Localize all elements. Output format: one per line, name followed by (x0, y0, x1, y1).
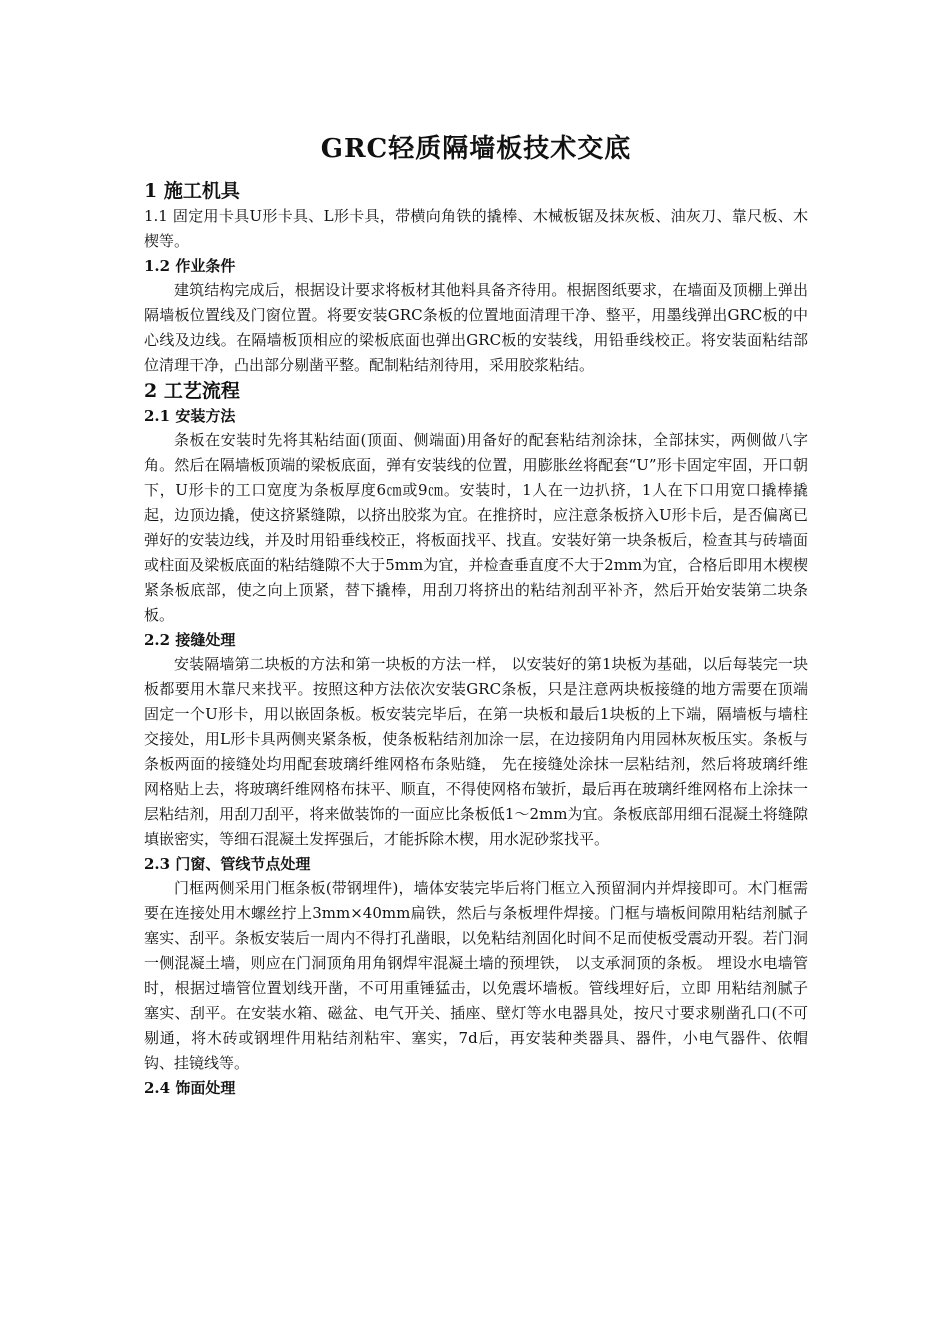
subheading-finishing: 2.4 饰面处理 (144, 1079, 236, 1097)
section-heading-process: 2 工艺流程 (144, 380, 240, 402)
subheading-joint-treatment: 2.2 接缝处理 (144, 631, 236, 649)
document-title: GRC轻质隔墙板技术交底 (320, 134, 632, 164)
paragraph-installation: 条板在安装时先将其粘结面(顶面、侧端面)用备好的配套粘结剂涂抹，全部抹实，两侧做八字角。然后在隔墙板顶端的梁板底面，弹有安装线的位置，用膨胀丝将配套“U”形卡固定牢固，开口朝下，U形卡的工口宽度为条板厚度6㎝或9㎝。安装时，1人在一边扒挤，1人在下口用宽口撬棒撬起，边顶边撬，使这挤紧缝隙，以挤出胶浆为宜。在推挤时，应注意条板挤入U形卡后，是否偏离已弹好的安装边线，并及时用铅垂线校正，将板面找平、找直。安装好第一块条板后，检查其与砖墙面或柱面及梁板底面的粘结缝隙不大于5mm为宜，并检查垂直度不大于2mm为宜，合格后即用木楔楔紧条板底部，使之向上顶紧，替下撬棒，用刮刀将挤出的粘结剂刮平补齐，然后开始安装第二块条板。 (144, 431, 808, 624)
document-page (144, 126, 808, 1100)
subheading-work-conditions: 1.2 作业条件 (144, 257, 236, 275)
subheading-installation: 2.1 安装方法 (144, 407, 236, 425)
paragraph-fixtures: 1.1 固定用卡具U形卡具、L形卡具，带横向角铁的撬棒、木械板锯及抹灰板、油灰刀、靠尺板、木楔等。 (144, 207, 808, 250)
paragraph-joint-treatment: 安装隔墙第二块板的方法和第一块板的方法一样， 以安装好的第1块板为基础，以后每装完一块板都要用木靠尺来找平。按照这种方法依次安装GRC条板，只是注意两块板接缝的地方需要在顶端固定一个U形卡，用以嵌固条板。板安装完毕后，在第一块板和最后1块板的上下端，隔墙板与墙柱交接处，用L形卡具两侧夹紧条板，使条板粘结剂加涂一层，在边接阴角内用园林灰板压实。条板与条板两面的接缝处均用配套玻璃纤维网格布条贴缝， 先在接缝处涂抹一层粘结剂，然后将玻璃纤维网格贴上去，将玻璃纤维网格布抹平、顺直，不得使网格布皱折，最后再在玻璃纤维网格布上涂抹一层粘结剂，用刮刀刮平，将来做装饰的一面应比条板低1～2mm为宜。条板底部用细石混凝土将缝隙填嵌密实，等细石混凝土发挥强后，才能拆除木楔，用水泥砂浆找平。 (144, 655, 808, 848)
paragraph-door-window-pipes: 门框两侧采用门框条板(带钢埋件)，墙体安装完毕后将门框立入预留洞内并焊接即可。木门框需要在连接处用木螺丝拧上3mm×40mm扁铁，然后与条板埋件焊接。门框与墙板间隙用粘结剂腻子塞实、刮平。条板安装后一周内不得打孔凿眼，以免粘结剂固化时间不足而使板受震动开裂。若门洞一侧混凝土墙，则应在门洞顶角用角钢焊牢混凝土墙的预埋铁， 以支承洞顶的条板。 埋设水电墙管时，根据过墙管位置划线开凿，不可用重锤猛击，以免震坏墙板。管线埋好后，立即 用粘结剂腻子塞实、刮平。在安装水箱、磁盆、电气开关、插座、壁灯等水电器具处，按尺寸要求剔凿孔口(不可剔通，将木砖或钢埋件用粘结剂粘牢、塞实，7d后，再安装种类器具、器件，小电气器件、依帽钩、挂镜线等。 (144, 879, 808, 1072)
section-heading-tools: 1 施工机具 (144, 180, 240, 202)
paragraph-work-conditions: 建筑结构完成后，根据设计要求将板材其他料具备齐待用。根据图纸要求，在墙面及顶棚上弹出隔墙板位置线及门窗位置。将要安装GRC条板的位置地面清理干净、整平，用墨线弹出GRC板的中心线及边线。在隔墙板顶相应的梁板底面也弹出GRC板的安装线，用铅垂线校正。将安装面粘结部位清理干净，凸出部分剔凿平整。配制粘结剂待用，采用胶浆粘结。 (144, 281, 808, 374)
subheading-door-window-pipes: 2.3 门窗、管线节点处理 (144, 855, 311, 873)
